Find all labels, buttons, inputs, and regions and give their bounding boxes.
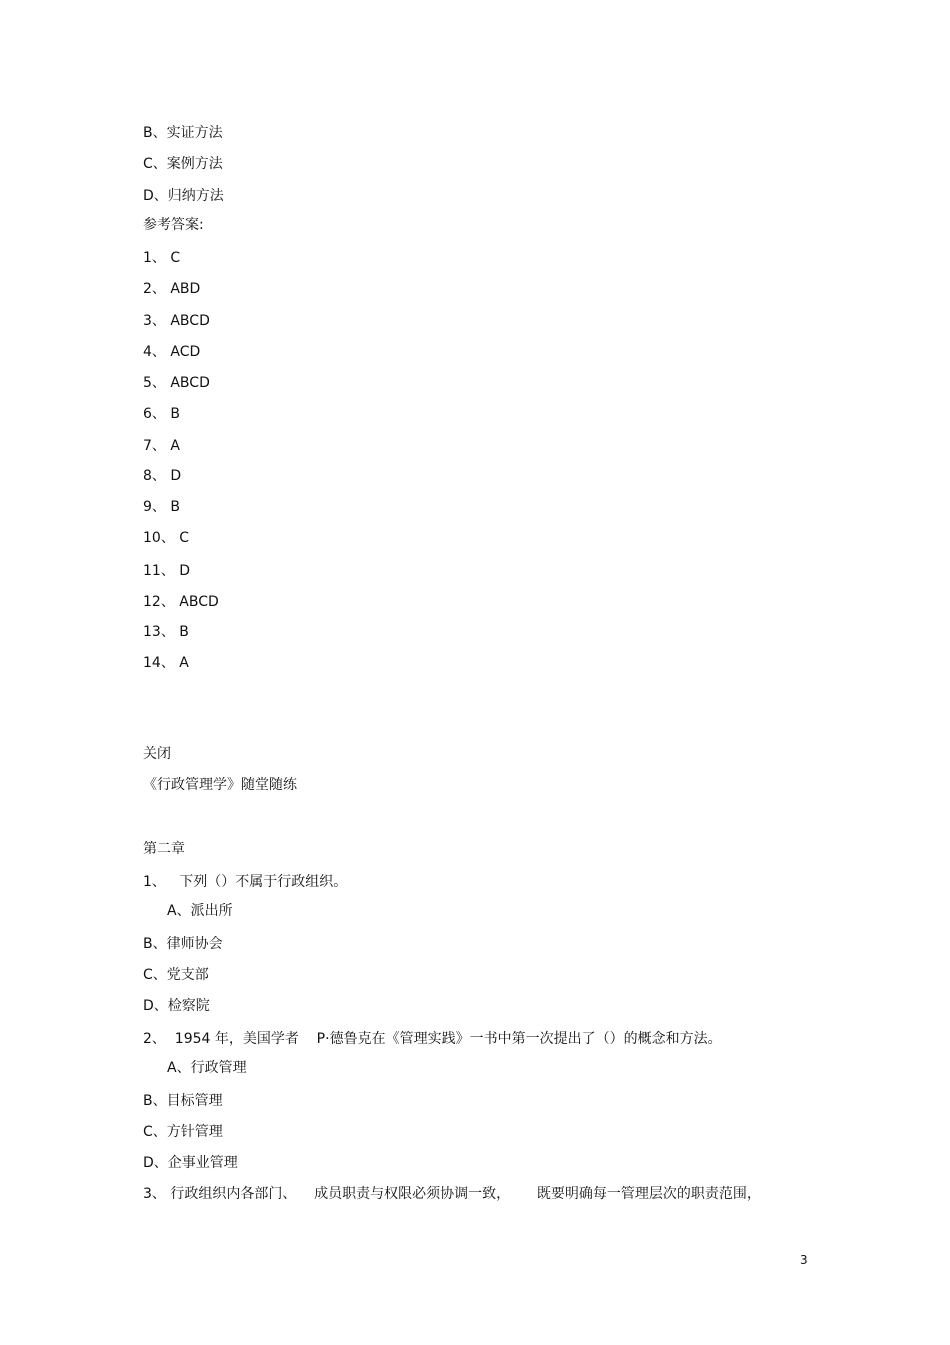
answer-item: 14、 A bbox=[143, 655, 189, 671]
question-option: A、派出所 bbox=[167, 903, 233, 919]
question-stem: 1、 下列（）不属于行政组织。 bbox=[143, 874, 348, 890]
answer-item: 2、 ABD bbox=[143, 281, 201, 297]
option-b: B、实证方法 bbox=[143, 125, 223, 141]
option-d: D、归纳方法 bbox=[143, 188, 224, 204]
answer-item: 6、 B bbox=[143, 406, 180, 422]
question-option: C、党支部 bbox=[143, 967, 209, 983]
question-option: D、企事业管理 bbox=[143, 1155, 238, 1171]
answer-item: 7、 A bbox=[143, 438, 180, 454]
answer-item: 11、 D bbox=[143, 563, 191, 579]
question-option: B、目标管理 bbox=[143, 1093, 223, 1109]
option-c: C、案例方法 bbox=[143, 156, 223, 172]
exercise-title: 《行政管理学》随堂随练 bbox=[143, 777, 297, 793]
question-option: A、行政管理 bbox=[167, 1060, 247, 1076]
answer-item: 12、 ABCD bbox=[143, 594, 219, 610]
question-option: C、方针管理 bbox=[143, 1124, 223, 1140]
close-link[interactable]: 关闭 bbox=[143, 746, 171, 762]
answer-item: 3、 ABCD bbox=[143, 313, 210, 329]
answer-key-heading: 参考答案: bbox=[143, 217, 204, 233]
chapter-title: 第二章 bbox=[143, 841, 185, 857]
answer-item: 9、 B bbox=[143, 499, 180, 515]
question-stem: 2、 1954 年，美国学者 P·德鲁克在《管理实践》一书中第一次提出了（）的概念和方法。 bbox=[143, 1031, 722, 1047]
question-option: B、律师协会 bbox=[143, 936, 223, 952]
page-number: 3 bbox=[800, 1253, 808, 1267]
answer-item: 8、 D bbox=[143, 468, 182, 484]
answer-item: 13、 B bbox=[143, 624, 189, 640]
answer-item: 5、 ABCD bbox=[143, 375, 210, 391]
question-stem: 3、 行政组织内各部门、 成员职责与权限必须协调一致， 既要明确每一管理层次的职责范围， bbox=[143, 1186, 761, 1202]
answer-item: 10、 C bbox=[143, 530, 190, 546]
answer-item: 4、 ACD bbox=[143, 344, 201, 360]
answer-item: 1、 C bbox=[143, 250, 181, 266]
question-option: D、检察院 bbox=[143, 998, 210, 1014]
